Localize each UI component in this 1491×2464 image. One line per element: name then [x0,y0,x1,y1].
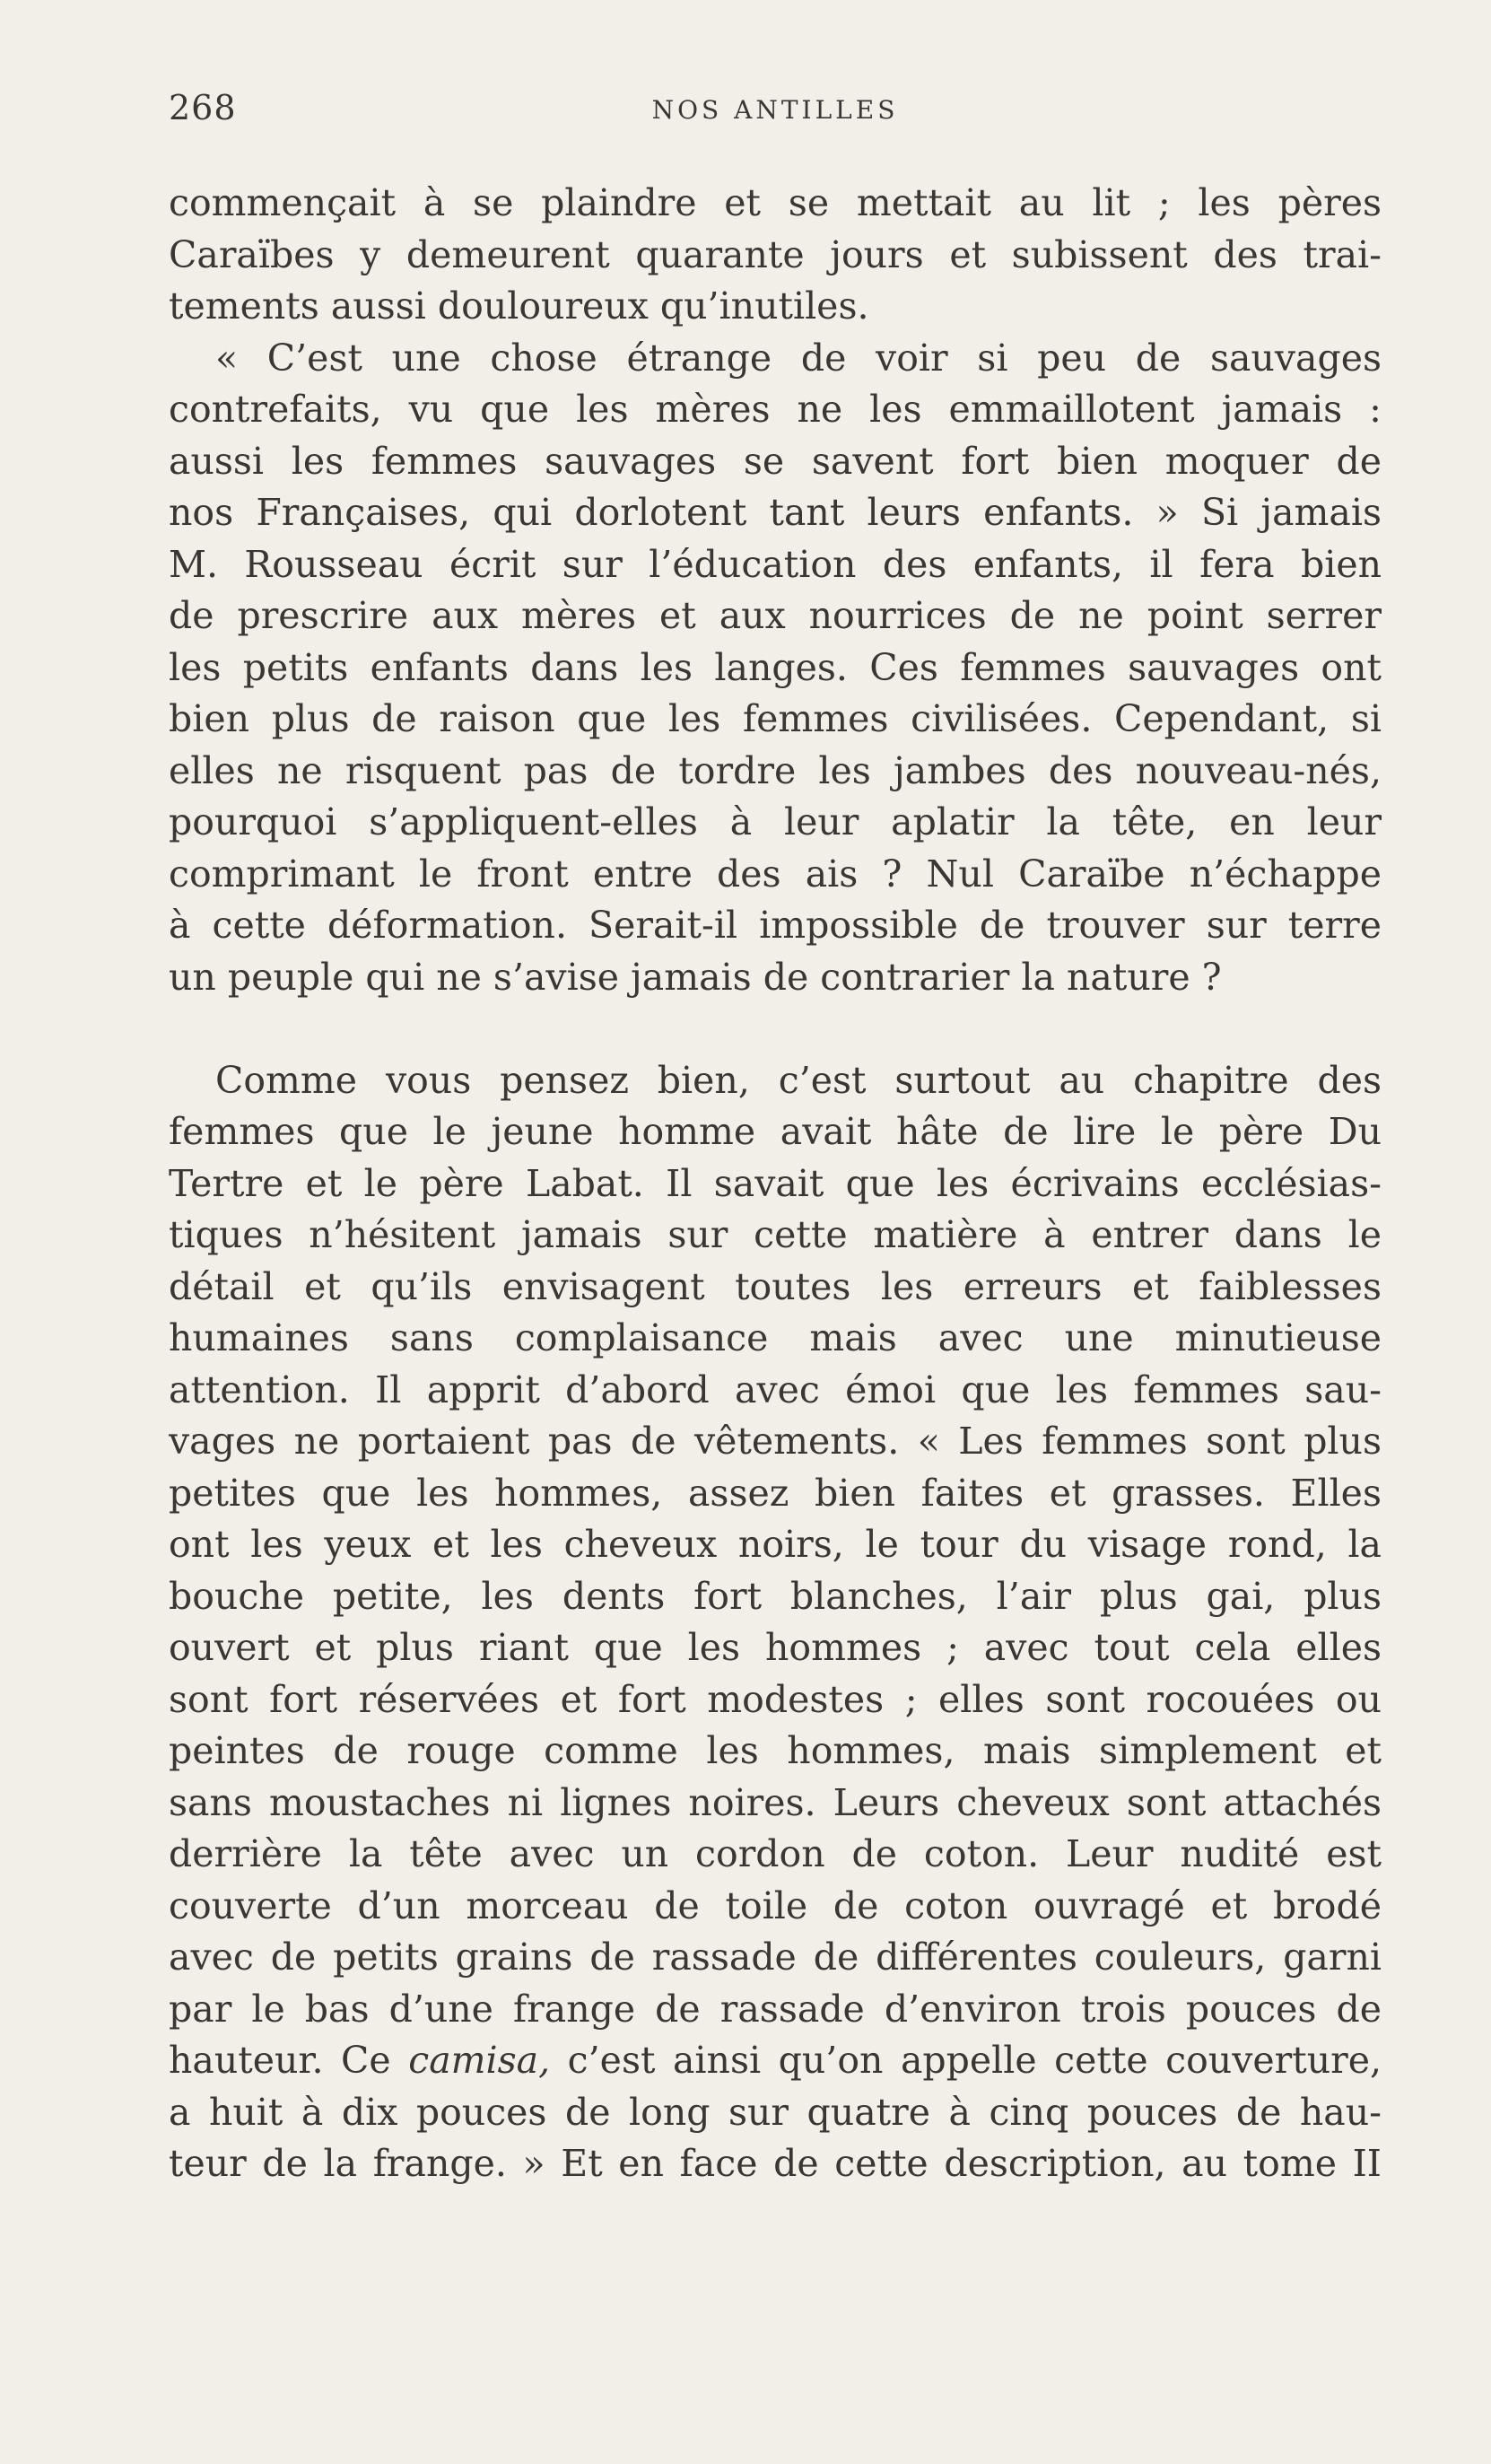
text-fragment: c’est ainsi qu’on appelle cette couverture, [550,2039,1382,2082]
text-line: vages ne portaient pas de vêtements. « Les femmes sont plus [169,1420,1382,1463]
text-line: les petits enfants dans les langes. Ces femmes sauvages ont [169,645,1382,689]
running-head [169,88,1382,133]
text-line: Tertre et le père Labat. Il savait que les écrivains ecclésias- [169,1161,1382,1205]
text-line: tiques n’hésitent jamais sur cette matière à entrer dans le [169,1213,1382,1256]
text-line-with-italic [169,2035,1382,2087]
text-line: de prescrire aux mères et aux nourrices de ne point serrer [169,594,1382,637]
text-line: attention. Il apprit d’abord avec émoi que les femmes sau- [169,1367,1382,1411]
text-line: à cette déformation. Serait-il impossible de trouver sur terre [169,904,1382,947]
text-line: Comme vous pensez bien, c’est surtout au chapitre des [215,1058,1382,1102]
section-gap [169,1003,1382,1055]
text-line: Caraïbes y demeurent quarante jours et subissent des trai- [169,232,1382,276]
text-line: petites que les hommes, assez bien faites et grasses. Elles [169,1471,1382,1515]
text-line: ouvert et plus riant que les hommes ; avec tout cela elles [169,1626,1382,1669]
text-line: couverte d’un morceau de toile de coton ouvragé et brodé [169,1883,1382,1927]
text-line: commençait à se plaindre et se mettait au lit ; les pères [169,181,1382,224]
book-title: NOS ANTILLES [651,95,899,125]
text-line: sont fort réservées et fort modestes ; elles sont rocouées ou [169,1677,1382,1721]
text-line: humaines sans complaisance mais avec une minutieuse [169,1316,1382,1359]
text-line: derrière la tête avec un cordon de coton. Leur nudité est [169,1832,1382,1875]
text-line: aussi les femmes sauvages se savent fort bien moquer de [169,439,1382,483]
text-line: tements aussi douloureux qu’inutiles. [169,284,869,328]
text-line: a huit à dix pouces de long sur quatre à cinq pouces de hau- [169,2090,1382,2134]
text-line: peintes de rouge comme les hommes, mais simplement et [169,1729,1382,1772]
text-line: comprimant le front entre des ais ? Nul Caraïbe n’échappe [169,852,1382,896]
text-line: un peuple qui ne s’avise jamais de contrarier la nature ? [169,955,1222,999]
text-line: par le bas d’une frange de rassade d’environ trois pouces de [169,1987,1382,2031]
text-line: nos Françaises, qui dorlotent tant leurs enfants. » Si jamais [169,491,1382,534]
text-line: bouche petite, les dents fort blanches, l’air plus gai, plus [169,1574,1382,1618]
text-line: bien plus de raison que les femmes civilisées. Cependant, si [169,697,1382,740]
text-line: M. Rousseau écrit sur l’éducation des enfants, il fera bien [169,542,1382,586]
text-line: détail et qu’ils envisagent toutes les erreurs et faiblesses [169,1264,1382,1308]
text-line: femmes que le jeune homme avait hâte de lire le père Du [169,1110,1382,1153]
text-line: avec de petits grains de rassade de différentes couleurs, garni [169,1935,1382,1979]
text-line: elles ne risquent pas de tordre les jambes des nouveau-nés, [169,748,1382,792]
text-line: « C’est une chose étrange de voir si peu de sauvages [215,336,1382,380]
page-number: 268 [169,88,237,127]
text-line: pourquoi s’appliquent-elles à leur aplatir la tête, en leur [169,800,1382,843]
text-line: teur de la frange. » Et en face de cette description, au tome II [169,2142,1382,2185]
text-fragment: hauteur. Ce [169,2039,409,2082]
body-text [169,178,1382,2190]
text-line: sans moustaches ni lignes noires. Leurs cheveux sont attachés [169,1780,1382,1824]
italic-term: camisa, [408,2039,551,2082]
text-line: contrefaits, vu que les mères ne les emmaillotent jamais : [169,388,1382,431]
text-line: ont les yeux et les cheveux noirs, le tour du visage rond, la [169,1523,1382,1566]
